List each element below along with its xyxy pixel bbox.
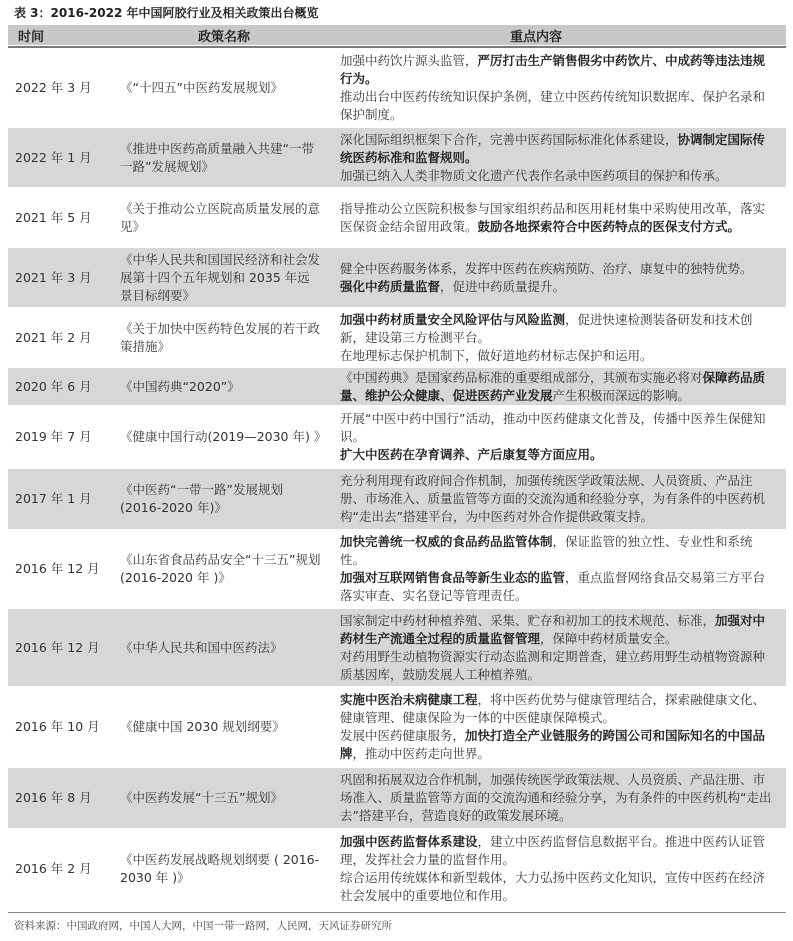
table-row: [8, 368, 786, 406]
cell-time: 2016 年 12 月: [15, 639, 100, 655]
table-header: [8, 25, 786, 45]
key-paragraph: [340, 200, 776, 236]
cell-time: 2016 年 10 月: [15, 719, 100, 734]
key-paragraph: [340, 771, 776, 825]
key-paragraph: [340, 131, 776, 167]
cell-time: 2021 年 3 月: [15, 269, 92, 285]
key-text: 在地理标志保护机制下，做好道地药材标志保护和运用。: [340, 347, 653, 363]
key-paragraph: [340, 533, 776, 569]
cell-key-content: [334, 768, 786, 828]
cell-key-content: [334, 128, 786, 187]
cell-time: 2017 年 1 月: [15, 491, 92, 506]
key-text-bold: 严厉打击生产销售假劣中药饮片、中成药等违法违规行为。: [340, 52, 766, 86]
key-text: 推动出台中医药传统知识保护条例，建立中医药传统知识数据库、保护名录和保护制度。: [340, 88, 766, 122]
key-text: ，重点监督网络食品交易第三方平台落实审查、实名登记等管理责任。: [340, 570, 766, 603]
cell-time: 2022 年 3 月: [15, 79, 92, 95]
table-row: [8, 128, 786, 188]
key-text: ，推动中医药走向世界。: [352, 746, 491, 761]
cell-time: 2016 年 2 月: [15, 861, 92, 876]
key-paragraph: [340, 260, 776, 278]
cell-policy-name: 《“十四五”中医药发展规划》: [120, 79, 283, 95]
key-paragraph: [340, 52, 776, 88]
cell-policy-name: 《中医药“一带一路”发展规划(2016-2020 年)》: [120, 482, 283, 515]
table-row: [8, 469, 786, 530]
key-paragraph: [340, 612, 776, 648]
key-text-bold: 协调制定国际传统医药标准和监督规则。: [340, 131, 766, 165]
cell-policy-name: 《关于推动公立医院高质量发展的意见》: [120, 200, 321, 234]
key-text: 加强已纳入人类非物质文化遗产代表作名录中医药项目的保护和传承。: [340, 167, 728, 183]
key-paragraph: [340, 727, 776, 763]
key-text-bold: 加强对互联网销售食品等新生业态的监管: [340, 570, 566, 585]
key-text: 综合运用传统媒体和新型载体，大力弘扬中医药文化知识，宣传中医药在经济社会发展中的重要地位和作用。: [340, 870, 766, 903]
key-paragraph: [340, 691, 776, 727]
cell-key-content: [334, 308, 786, 367]
cell-policy-name: 《关于加快中医药特色发展的若干政策措施》: [120, 320, 321, 354]
source-note: 资料来源：中国政府网，中国人大网，中国一带一路网，人民网，天风证券研究所: [14, 920, 392, 932]
cell-time: 2016 年 12 月: [15, 561, 100, 576]
cell-time: 2022 年 1 月: [15, 149, 92, 165]
table-row: [8, 609, 786, 687]
cell-key-content: [334, 829, 786, 909]
key-text: 加强中药饮片源头监管，: [340, 52, 478, 68]
table-row: [8, 530, 786, 609]
key-text: ，建立中医药监督信息数据平台。推进中医药认证管理，发挥社会力量的监督作用。: [340, 834, 766, 867]
key-paragraph: [340, 648, 776, 684]
cell-policy-name: 《中医药发展战略规划纲要 ( 2016-2030 年 )》: [120, 852, 320, 885]
cell-time: 2020 年 6 月: [15, 378, 92, 394]
header-policy-name: 政策名称: [198, 29, 251, 45]
key-text: ，促进中药质量提升。: [440, 278, 566, 294]
table-row: [8, 308, 786, 368]
key-paragraph: [340, 569, 776, 605]
key-paragraph: [340, 472, 776, 526]
cell-time: 2021 年 2 月: [15, 329, 92, 345]
key-text-bold: 加强中医药监督体系建设: [340, 834, 478, 849]
cell-policy-name: 《山东省食品药品安全“十三五”规划(2016-2020 年 )》: [120, 552, 321, 585]
table-row: [8, 48, 786, 128]
table-row: [8, 768, 786, 829]
cell-key-content: [334, 48, 786, 127]
key-text-bold: 加强中药材质量安全风险评估与风险监测: [340, 311, 566, 327]
key-paragraph: [340, 347, 776, 365]
key-paragraph: [340, 88, 776, 124]
cell-policy-name: 《中国药典“2020”》: [120, 378, 240, 394]
cell-policy-name: 《中华人民共和国中医药法》: [120, 639, 283, 655]
table-row: [8, 829, 786, 910]
cell-key-content: [334, 248, 786, 307]
cell-time: 2016 年 8 月: [15, 790, 92, 805]
cell-key-content: [334, 188, 786, 247]
cell-key-content: [334, 609, 786, 686]
cell-key-content: [334, 368, 786, 405]
cell-policy-name: 《健康中国行动(2019—2030 年) 》: [120, 429, 327, 444]
key-text: 对药用野生动植物资源实行动态监测和定期普查，建立药用野生动植物资源种质基因库，鼓励发展人工种植养殖。: [340, 648, 766, 682]
key-text: 国家制定中药材种植养殖、采集、贮存和初加工的技术规范、标准，: [340, 612, 716, 628]
cell-policy-name: 《推进中医药高质量融入共建“一带一路”发展规划》: [120, 140, 314, 174]
key-text: 深化国际组织框架下合作，完善中医药国际标准化体系建设，: [340, 131, 678, 147]
key-text: 发展中医药健康服务，: [340, 728, 466, 743]
table-row: [8, 687, 786, 768]
table-row: [8, 248, 786, 308]
header-time: 时间: [18, 29, 45, 45]
key-text-bold: 加强对中药材生产流通全过程的质量监督管理: [340, 612, 766, 646]
cell-key-content: [334, 406, 786, 468]
key-paragraph: [340, 167, 776, 185]
table-bottom-rule: [8, 912, 786, 913]
table-row: [8, 188, 786, 248]
policy-table: [8, 48, 786, 910]
key-text: ，将中医药优势与健康管理结合，探索融健康文化、健康管理、健康保险为一体的中医健康保障模式。: [340, 692, 766, 725]
key-text: 充分利用现有政府间合作机制，加强传统医学政策法规、人员资质、产品注册、市场准入、质量监管等方面的交流沟通和经验分享，为有条件的中医药机构“走出去”搭建平台，为中医药对外合作提供政策支持。: [340, 473, 766, 524]
key-text: ，保障中药材质量安全。: [540, 630, 678, 646]
key-text-bold: 加快完善统一权威的食品药品监管体制: [340, 534, 553, 549]
key-paragraph: [340, 869, 776, 905]
key-text-bold: 强化中药质量监督: [340, 278, 441, 294]
key-text: 健全中医药服务体系，发挥中医药在疾病预防、治疗、康复中的独特优势。: [340, 260, 753, 276]
key-text-bold: 加快打造全产业链服务的跨国公司和国际知名的中国品牌: [340, 728, 766, 761]
key-paragraph: [340, 278, 776, 296]
key-paragraph: [340, 833, 776, 869]
cell-time: 2021 年 5 月: [15, 209, 92, 225]
key-text: 指导推动公立医院积极参与国家组织药品和医用耗材集中采购使用改革，落实医保资金结余留用政策。: [340, 200, 766, 234]
key-text: ，保证监管的独立性、专业性和系统性。: [340, 534, 753, 567]
key-text-bold: 实施中医治未病健康工程: [340, 692, 478, 707]
key-paragraph: [340, 311, 776, 347]
key-text-bold: 扩大中医药在孕育调养、产后康复等方面应用。: [340, 447, 603, 462]
table-caption: 表 3：2016-2022 年中国阿胶行业及相关政策出台概览: [14, 6, 319, 20]
table-row: [8, 406, 786, 469]
key-text: 巩固和拓展双边合作机制，加强传统医学政策法规、人员资质、产品注册、市场准入、质量监管等方面的交流沟通和经验分享，为有条件的中医药机构“走出去”搭建平台，营造良好的政策发展环境。: [340, 772, 772, 823]
cell-time: 2019 年 7 月: [15, 429, 92, 444]
key-paragraph: [340, 446, 776, 464]
key-text-bold: 鼓励各地探索符合中医药特点的医保支付方式。: [477, 218, 741, 234]
cell-policy-name: 《中医药发展“十三五”规划》: [120, 790, 283, 805]
cell-key-content: [334, 469, 786, 529]
key-paragraph: [340, 410, 776, 446]
key-paragraph: [340, 369, 776, 405]
cell-key-content: [334, 687, 786, 767]
header-key-content: 重点内容: [510, 29, 563, 45]
cell-policy-name: 《健康中国 2030 规划纲要》: [120, 719, 285, 734]
key-text: 《中国药典》是国家药品标准的重要组成部分，其颁布实施必将对: [340, 369, 703, 385]
cell-policy-name: 《中华人民共和国国民经济和社会发展第十四个五年规划和 2035 年远景目标纲要》: [120, 251, 321, 303]
key-text: 产生积极而深远的影响。: [552, 387, 691, 403]
key-text-bold: 保障药品质量、维护公众健康、促进医药产业发展: [340, 369, 766, 403]
key-text: 开展“中医中药中国行”活动，推动中医药健康文化普及，传播中医养生保健知识。: [340, 411, 766, 444]
key-text: ，促进快速检测装备研发和技术创新，建设第三方检测平台。: [340, 311, 753, 345]
cell-key-content: [334, 530, 786, 608]
